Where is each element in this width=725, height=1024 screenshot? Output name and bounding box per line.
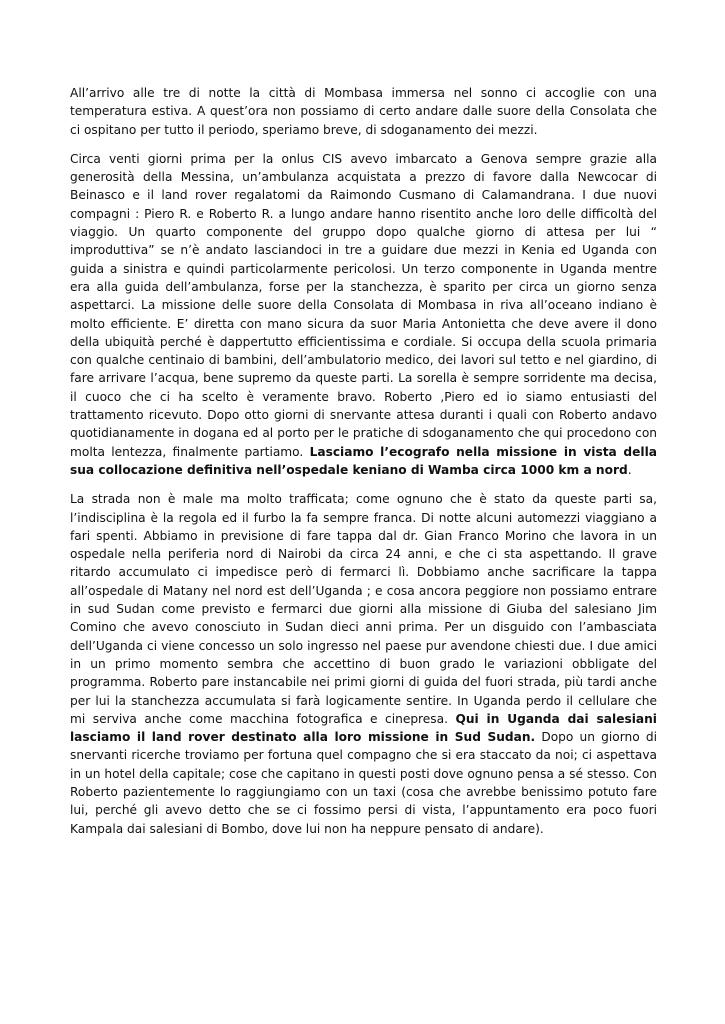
paragraph-road-uganda bbox=[70, 490, 657, 838]
paragraph-tail: Dopo un giorno di snervanti ricerche troviamo per fortuna quel compagno che si era staccato da noi; ci aspettava in un hotel della capitale; cose che capitano in questi posti dove ognuno pensa a sé stesso. Con Roberto pazientemente lo raggiungiamo con un taxi (cosa che avrebbe benissimo potuto fare lui, perché gli avevo detto che se ci fossimo persi di vista, l’appuntamento era poco fuori Kampala dai salesiani di Bombo, dove lui non ha neppure pensato di andare). bbox=[70, 730, 657, 836]
paragraph-text: La strada non è male ma molto trafficata; come ognuno che è stato da queste parti sa, l’indisciplina è la regola ed il furbo la fa sempre franca. Di notte alcuni automezzi viaggiano a fari spenti. Abbiamo in previsione di fare tappa dal dr. Gian Franco Morino che lavora in un ospedale nella periferia nord di Nairobi da circa 24 anni, e che ci sta aspettando. Il grave ritardo accumulato ci impedisce però di fermarci lì. Dobbiamo anche sacrificare la tappa all’ospedale di Matany nel nord est dell’Uganda ; e cosa ancora peggiore non possiamo entrare in sud Sudan come previsto e fermarci due giorni alla missione di Giuba del salesiano Jim Comino che avevo conosciuto in Sudan dieci anni prima. Per un disguido con l’ambasciata dell’Uganda ci viene concesso un solo ingresso nel paese pur avendone chiesti due. I due amici in un primo momento sembra che accettino di buon grado le variazioni obbligate del programma. Roberto pare instancabile nei primi giorni di guida del fuori strada, più tardi anche per lui la stanchezza accumulata si farà logicamente sentire. In Uganda perdo il cellulare che mi serviva anche come macchina fotografica e cinepresa. bbox=[70, 492, 657, 726]
paragraph-text: All’arrivo alle tre di notte la città di Mombasa immersa nel sonno ci accoglie con una temperatura estiva. A quest’ora non possiamo di certo andare dalle suore della Consolata che ci ospitano per tutto il periodo, speriamo breve, di sdoganamento dei mezzi. bbox=[70, 86, 657, 137]
paragraph-tail: . bbox=[627, 462, 632, 477]
paragraph-text: Circa venti giorni prima per la onlus CIS avevo imbarcato a Genova sempre grazie alla generosità della Messina, un’ambulanza acquistata a prezzo di favore dalla Newcocar di Beinasco e il land rover regalatomi da Raimondo Cusmano di Calamandrana. I due nuovi compagni : Piero R. e Roberto R. a lungo andare hanno risentito anche loro delle difficoltà del viaggio. Un quarto componente del gruppo dopo qualche giorno di attesa per lui “ improduttiva” se n’è andato lasciandoci in tre a guidare due mezzi in Kenia ed Uganda con guida a sinistra e quindi particolarmente pericolosi. Un terzo componente in Uganda mentre era alla guida dell’ambulanza, forse per la stanchezza, è sparito per circa un giorno senza aspettarci. La missione delle suore della Consolata di Mombasa in riva all’oceano indiano è molto efficiente. E’ diretta con mano sicura da suor Maria Antonietta che deve avere il dono della ubiquità perché è dappertutto efficientissima e cordiale. Si occupa della scuola primaria con qualche centinaio di bambini, dell’ambulatorio medico, dei lavori sul tetto e nel giardino, di fare arrivare l’acqua, bene supremo da queste parti. La sorella è sempre sorridente ma decisa, il cuoco che ci ha scelto è veramente bravo. Roberto ,Piero ed io siamo entusiasti del trattamento ricevuto. Dopo otto giorni di snervante attesa duranti i quali con Roberto andavo quotidianamente in dogana ed al porto per le pratiche di sdoganamento che qui procedono con molta lentezza, finalmente partiamo. bbox=[70, 151, 657, 459]
document-page bbox=[70, 84, 657, 849]
paragraph-mombasa-mission bbox=[70, 150, 657, 479]
bold-highlight: Lasciamo l’ecografo nella missione in vista della sua collocazione definitiva nell’ospedale keniano di Wamba circa 1000 km a nord bbox=[70, 444, 657, 477]
paragraph-arrival bbox=[70, 84, 657, 139]
bold-highlight: Qui in Uganda dai salesiani lasciamo il land rover destinato alla loro missione in Sud Sudan. bbox=[70, 711, 657, 745]
